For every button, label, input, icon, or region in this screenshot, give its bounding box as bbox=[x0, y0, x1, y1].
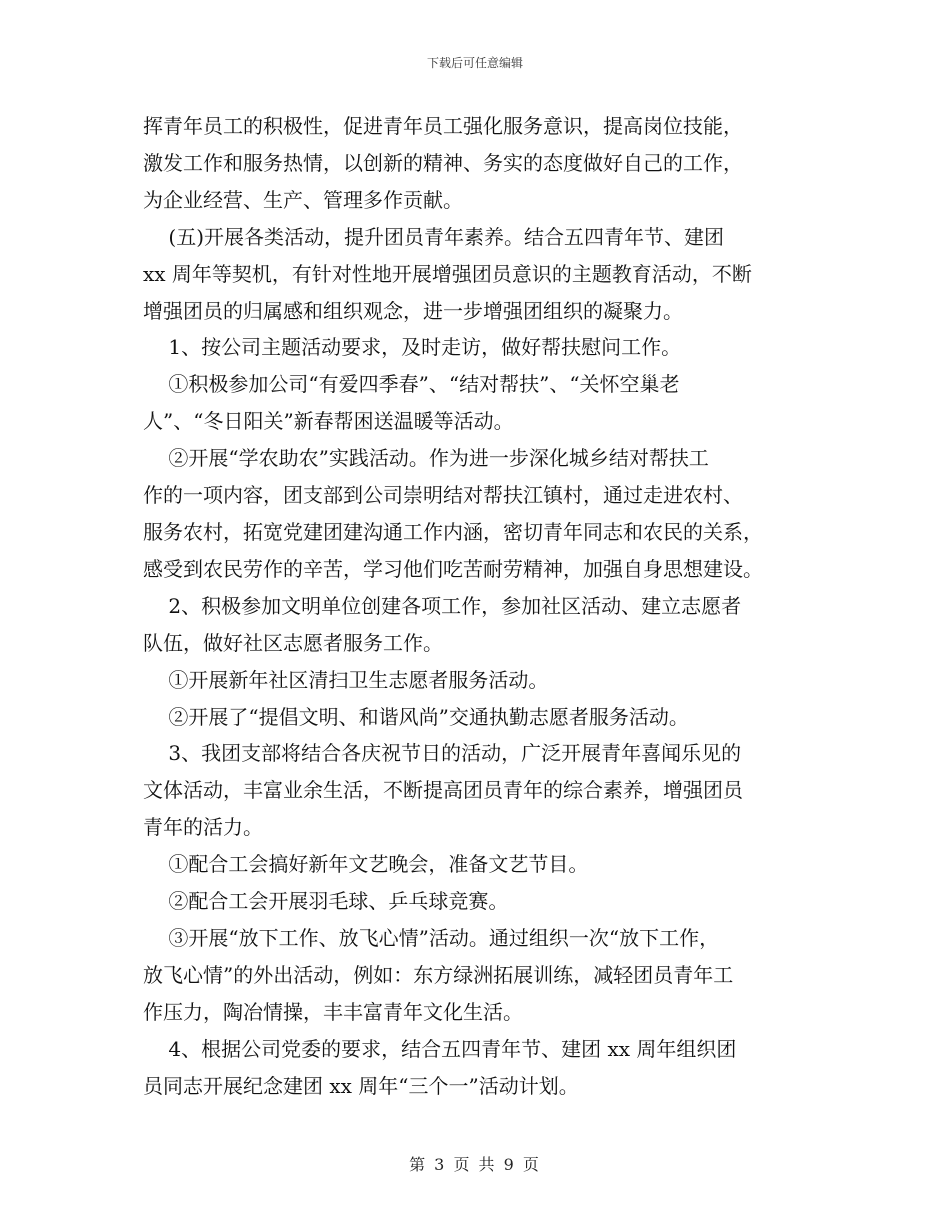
text-line: 挥青年员工的积极性，促进青年员工强化服务意识，提高岗位技能， bbox=[143, 114, 743, 138]
text-line: ②配合工会开展羽毛球、乒乓球竞赛。 bbox=[143, 889, 509, 914]
document-body bbox=[143, 108, 808, 1104]
text-line: 青年的活力。 bbox=[143, 815, 263, 840]
text-line: 激发工作和服务热情，以创新的精神、务实的态度做好自己的工作， bbox=[143, 150, 743, 175]
text-line: ①积极参加公司“有爱四季春”、“结对帮扶”、“关怀空巢老 bbox=[143, 372, 680, 397]
text-line: ②开展“学农助农”实践活动。作为进一步深化城乡结对帮扶工 bbox=[143, 446, 709, 471]
text-line: ①配合工会搞好新年文艺晚会，准备文艺节目。 bbox=[143, 852, 589, 877]
page-number-footer: 第 3 页 共 9 页 bbox=[409, 1155, 541, 1174]
text-line: 3、我团支部将结合各庆祝节日的活动，广泛开展青年喜闻乐见的 bbox=[143, 741, 742, 766]
page-header: 下载后可任意编辑 bbox=[426, 56, 523, 70]
text-line: 感受到农民劳作的辛苦，学习他们吃苦耐劳精神，加强自身思想建设。 bbox=[143, 556, 763, 581]
text-line: 作的一项内容，团支部到公司崇明结对帮扶江镇村，通过走进农村、 bbox=[143, 483, 743, 508]
text-line: 4、根据公司党委的要求，结合五四青年节、建团 xx 周年组织团 bbox=[143, 1036, 737, 1061]
text-line: 1、按公司主题活动要求，及时走访，做好帮扶慰问工作。 bbox=[143, 335, 682, 360]
text-line: 人”、“冬日阳关”新春帮困送温暖等活动。 bbox=[143, 409, 514, 434]
text-line: 为企业经营、生产、管理多作贡献。 bbox=[143, 187, 463, 212]
text-line: 队伍，做好社区志愿者服务工作。 bbox=[143, 630, 443, 655]
text-line: xx 周年等契机，有针对性地开展增强团员意识的主题教育活动，不断 bbox=[143, 261, 752, 286]
text-line: (五)开展各类活动，提升团员青年素养。结合五四青年节、建团 bbox=[143, 224, 725, 249]
text-line: 作压力，陶冶情操，丰丰富青年文化生活。 bbox=[143, 999, 523, 1024]
text-line: 2、积极参加文明单位创建各项工作，参加社区活动、建立志愿者 bbox=[143, 593, 742, 618]
text-line: 文体活动，丰富业余生活，不断提高团员青年的综合素养，增强团员 bbox=[143, 778, 743, 803]
text-line: 放飞心情”的外出活动，例如：东方绿洲拓展训练，减轻团员青年工 bbox=[143, 962, 734, 987]
text-line: 增强团员的归属感和组织观念，进一步增强团组织的凝聚力。 bbox=[143, 298, 683, 323]
text-line: ②开展了“提倡文明、和谐风尚”交通执勤志愿者服务活动。 bbox=[143, 704, 689, 729]
text-line: 员同志开展纪念建团 xx 周年“三个一”活动计划。 bbox=[143, 1073, 579, 1098]
text-line: ①开展新年社区清扫卫生志愿者服务活动。 bbox=[143, 667, 549, 692]
text-line: 服务农村，拓宽党建团建沟通工作内涵，密切青年同志和农民的关系， bbox=[143, 519, 763, 544]
text-line: ③开展“放下工作、放飞心情”活动。通过组织一次“放下工作， bbox=[143, 925, 720, 950]
